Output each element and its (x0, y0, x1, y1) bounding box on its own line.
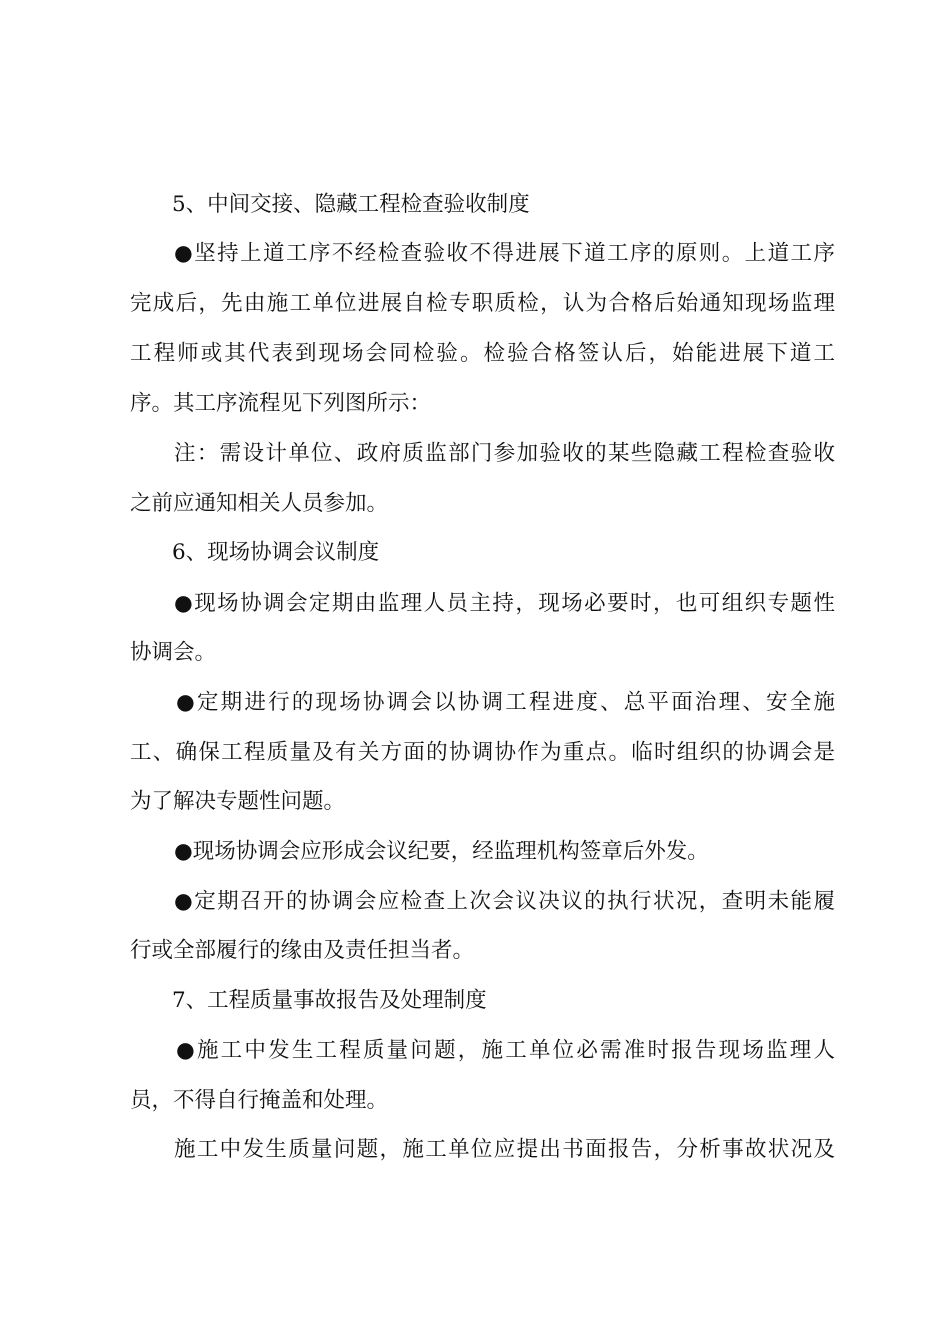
paragraph-line: 完成后，先由施工单位进展自检专职质检，认为合格后始通知现场监理 (130, 291, 835, 316)
paragraph-line: 序。其工序流程见下列图所示： (130, 391, 432, 416)
paragraph-line: ●坚持上道工序不经检查验收不得进展下道工序的原则。上道工序 (174, 241, 835, 266)
paragraph-line: 施工中发生质量问题，施工单位应提出书面报告，分析事故状况及 (174, 1137, 835, 1162)
paragraph-line: 工程师或其代表到现场会同检验。检验合格签认后，始能进展下道工 (130, 341, 835, 366)
paragraph-line: ●定期进行的现场协调会以协调工程进度、总平面治理、安全施 (176, 690, 835, 715)
paragraph-line: ●定期召开的协调会应检查上次会议决议的执行状况，查明未能履 (174, 889, 835, 914)
section-heading-7: 7、工程质量事故报告及处理制度 (172, 988, 487, 1013)
note-line: 注：需设计单位、政府质监部门参加验收的某些隐藏工程检查验收 (174, 441, 835, 466)
section-heading-6: 6、现场协调会议制度 (172, 540, 380, 565)
paragraph-line: ●施工中发生工程质量问题，施工单位必需准时报告现场监理人 (176, 1038, 835, 1063)
paragraph-line: ●现场协调会应形成会议纪要，经监理机构签章后外发。 (174, 839, 709, 864)
paragraph-line: 协调会。 (130, 640, 217, 665)
paragraph-line: 为了解决专题性问题。 (130, 789, 346, 814)
paragraph-line: 行或全部履行的缘由及责任担当者。 (130, 938, 475, 963)
paragraph-line: ●现场协调会定期由监理人员主持，现场必要时，也可组织专题性 (174, 591, 835, 616)
paragraph-line: 工、确保工程质量及有关方面的协调协作为重点。临时组织的协调会是 (130, 740, 835, 765)
note-line: 之前应通知相关人员参加。 (130, 491, 389, 516)
paragraph-line: 员，不得自行掩盖和处理。 (130, 1088, 389, 1113)
section-heading-5: 5、中间交接、隐藏工程检查验收制度 (172, 192, 530, 217)
